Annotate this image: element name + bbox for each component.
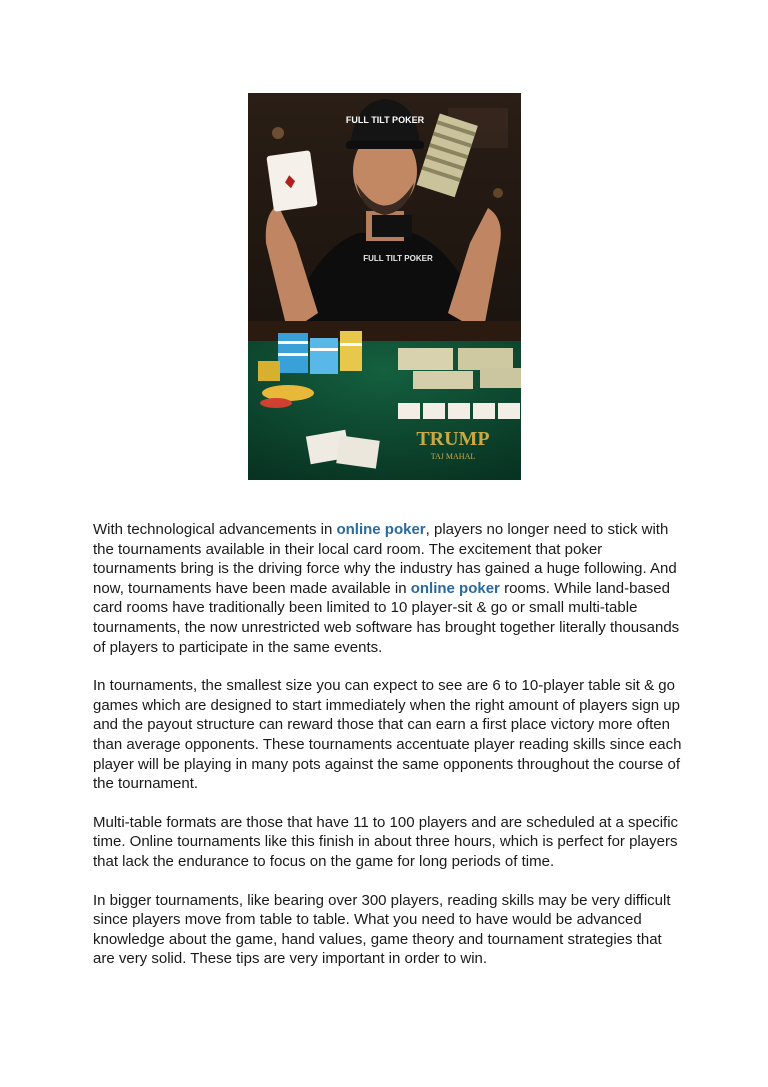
card-suit-icon: ♦ xyxy=(280,171,300,195)
article-body xyxy=(93,520,683,988)
cap-logo: FULL TILT POKER xyxy=(345,115,425,125)
hole-card xyxy=(336,435,380,468)
poker-winner-photo xyxy=(248,93,521,480)
paragraph-sit-and-go: In tournaments, the smallest size you can expect to see are 6 to 10-player table sit & go games which are designed to start immediately when the right amount of players sign up and the payout structure can reward those that can earn a first place victory more often than average opponents. These tournaments accentuate player reading skills since each player will be playing in many pots against the same opponents throughout the course of the tournament. xyxy=(93,677,682,793)
paragraph-bigger-tournaments: In bigger tournaments, like bearing over 300 players, reading skills may be very difficult since players move from table to table. What you need to have would be advanced knowledge about the game, hand values, game theory and tournament strategies that are very solid. These tips are very important in order to win. xyxy=(93,891,671,968)
paragraph-multi-table: Multi-table formats are those that have 11 to 100 players and are scheduled at a specific time. Online tournaments like this finish in about three hours, which is perfect for players that lack the endurance to focus on the game for long periods of time. xyxy=(93,813,679,870)
table-logo-sub: TAJ MAHAL xyxy=(430,452,476,461)
paragraph-intro xyxy=(93,520,683,657)
community-cards xyxy=(398,403,520,419)
table-logo: TRUMP xyxy=(416,428,490,450)
cash-bundles xyxy=(398,348,521,389)
paragraph-text: , players no longer need to stick with the tournaments available in their local card room. The excitement that poker tournaments bring is the driving force why the industry has gained a huge following. And now, tournaments have been made available in xyxy=(93,521,677,597)
photo-illustration xyxy=(248,93,521,480)
paragraph-text: rooms. While land-based card rooms have traditionally been limited to 10 player-sit & go or small multi-table tournaments, the now unrestricted web software has brought together literally thousands of players to participate in the same events. xyxy=(93,579,680,656)
background-light xyxy=(272,127,284,139)
background-light xyxy=(493,188,503,198)
shirt-logo-bg xyxy=(372,215,412,237)
online-poker-link[interactable]: online poker xyxy=(336,521,426,538)
cap-brim xyxy=(346,141,424,149)
online-poker-link-2[interactable]: online poker xyxy=(410,579,500,597)
shirt-logo: FULL TILT POKER xyxy=(363,254,433,263)
paragraph-text: With technological advancements in xyxy=(93,521,337,538)
